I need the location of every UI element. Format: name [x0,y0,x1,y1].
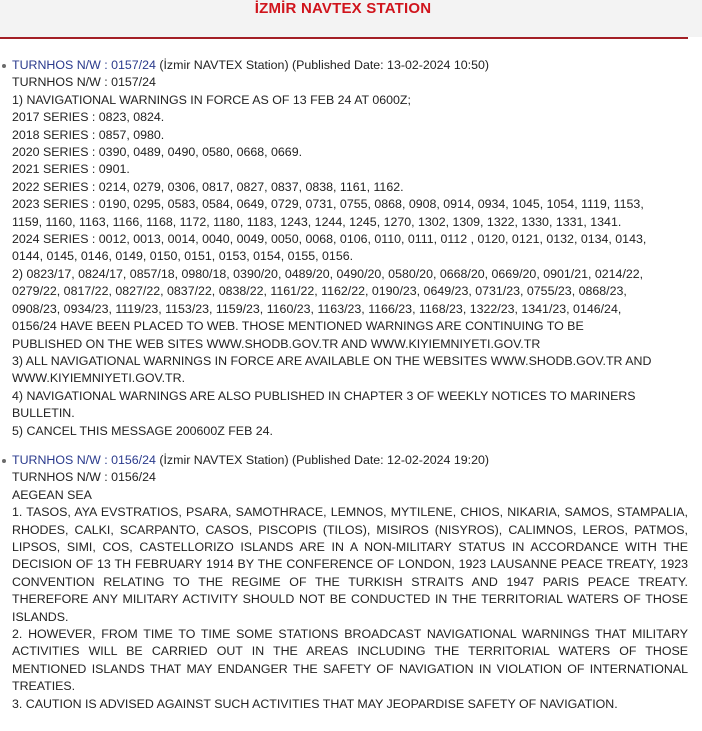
warning-line: 2024 SERIES : 0012, 0013, 0014, 0040, 0049, 0050, 0068, 0106, 0110, 0111, 0112 , 0120, 0121, 0132, 0134, 0143, [12,232,647,247]
warnings-list [0,57,702,713]
warning-line: 2020 SERIES : 0390, 0489, 0490, 0580, 0668, 0669. [12,145,303,160]
warning-line: TURNHOS N/W : 0156/24 [12,470,156,485]
warning-line: 4) NAVIGATIONAL WARNINGS ARE ALSO PUBLISHED IN CHAPTER 3 OF WEEKLY NOTICES TO MARINERS [12,388,636,403]
warning-line: WWW.KIYIEMNIYETI.GOV.TR. [12,371,186,386]
warning-line: 2) 0823/17, 0824/17, 0857/18, 0980/18, 0390/20, 0489/20, 0490/20, 0580/20, 0668/20, 0669/20, 0901/21, 0214/22, [12,266,644,281]
warning-line: 2022 SERIES : 0214, 0279, 0306, 0817, 0827, 0837, 0838, 1161, 1162. [12,179,404,194]
warning-paragraph: 1. TASOS, AYA EVSTRATIOS, PSARA, SAMOTHRACE, LEMNOS, MYTILENE, CHIOS, NIKARIA, SAMOS, STAMPALIA, RHODES, CALKI, SCARPANTO, CASOS, PISCOPIS (TILOS), MISIROS (NISYROS), CALIMNOS, LEROS, PATMOS, LIPSOS, SIMI, COS, CASTELLORIZO ISLANDS ARE IN A NON-MILITARY STATUS IN ACCORDANCE WITH THE DECISION OF 13 TH FEBRUARY 1914 BY THE CONFERENCE OF LONDON, 1923 LAUSANNE PEACE TREATY, 1923 CONVENTION RELATING TO THE REGIME OF THE TURKISH STRAITS AND 1947 PARIS PEACE TREATY. THEREFORE ANY MILITARY ACTIVITY SHOULD NOT BE CONDUCTED IN THE TERRITORIAL WATERS OF THOSE ISLANDS. [12,505,688,624]
warning-line: 0908/23, 0934/23, 1119/23, 1153/23, 1159/23, 1160/23, 1163/23, 1166/23, 1168/23, 1322/23, 1341/23, 0146/24, [12,301,622,316]
warning-line: 0144, 0145, 0146, 0149, 0150, 0151, 0153, 0154, 0155, 0156. [12,249,354,264]
bullet-icon [2,64,6,68]
warning-line: PUBLISHED ON THE WEB SITES WWW.SHODB.GOV.TR AND WWW.KIYIEMNIYETI.GOV.TR [12,336,541,351]
warning-line: 2021 SERIES : 0901. [12,162,130,177]
warning-line: 1) NAVIGATIONAL WARNINGS IN FORCE AS OF 13 FEB 24 AT 0600Z; [12,92,411,107]
warning-title-link[interactable]: TURNHOS N/W : 0156/24 [12,452,156,467]
warning-line: 5) CANCEL THIS MESSAGE 200600Z FEB 24. [12,423,273,438]
warning-line: TURNHOS N/W : 0157/24 [12,75,156,90]
warning-meta: (İzmir NAVTEX Station) (Published Date: 12-02-2024 19:20) [155,452,490,467]
warning-line: AEGEAN SEA [12,487,92,502]
warning-line: 0279/22, 0817/22, 0827/22, 0837/22, 0838/22, 1161/22, 1162/22, 0190/23, 0649/23, 0731/23, 0755/23, 0868/23, [12,284,627,299]
warning-line: 1159, 1160, 1163, 1166, 1168, 1172, 1180, 1183, 1243, 1244, 1245, 1270, 1302, 1309, 1322, 1330, 1331, 1341. [12,214,622,229]
warning-header [12,452,688,469]
warning-paragraph: 2. HOWEVER, FROM TIME TO TIME SOME STATIONS BROADCAST NAVIGATIONAL WARNINGS THAT MILITARY ACTIVITIES WILL BE CARRIED OUT IN THE AREAS INCLUDING THE TERRITORIAL WATERS OF THOSE MENTIONED ISLANDS THAT MAY ENDANGER THE SAFETY OF NAVIGATION IN VIOLATION OF INTERNATIONAL TREATIES. [12,627,688,694]
warning-entry-0157 [0,57,688,440]
warning-header [12,57,688,74]
warning-line: 2017 SERIES : 0823, 0824. [12,110,165,125]
page-header [0,0,702,37]
warning-line: 0156/24 HAVE BEEN PLACED TO WEB. THOSE MENTIONED WARNINGS ARE CONTINUING TO BE [12,319,584,334]
warning-meta: (İzmir NAVTEX Station) (Published Date: 13-02-2024 10:50) [155,58,490,72]
warning-line: 2018 SERIES : 0857, 0980. [12,127,165,142]
warning-paragraph: 3. CAUTION IS ADVISED AGAINST SUCH ACTIVITIES THAT MAY JEOPARDISE SAFETY OF NAVIGATION. [12,696,618,711]
bullet-icon [2,459,6,463]
warning-line: 2023 SERIES : 0190, 0295, 0583, 0584, 0649, 0729, 0731, 0755, 0868, 0908, 0914, 0934, 1045, 1054, 1119, 1153, [12,197,644,212]
page-title: İZMİR NAVTEX STATION [254,0,432,17]
warning-title-link[interactable]: TURNHOS N/W : 0157/24 [12,58,156,72]
warning-entry-0156 [0,452,688,713]
warning-line: 3) ALL NAVIGATIONAL WARNINGS IN FORCE ARE AVAILABLE ON THE WEBSITES WWW.SHODB.GOV.TR AND [12,353,652,368]
warning-line: BULLETIN. [12,406,75,421]
header-divider [0,37,688,39]
